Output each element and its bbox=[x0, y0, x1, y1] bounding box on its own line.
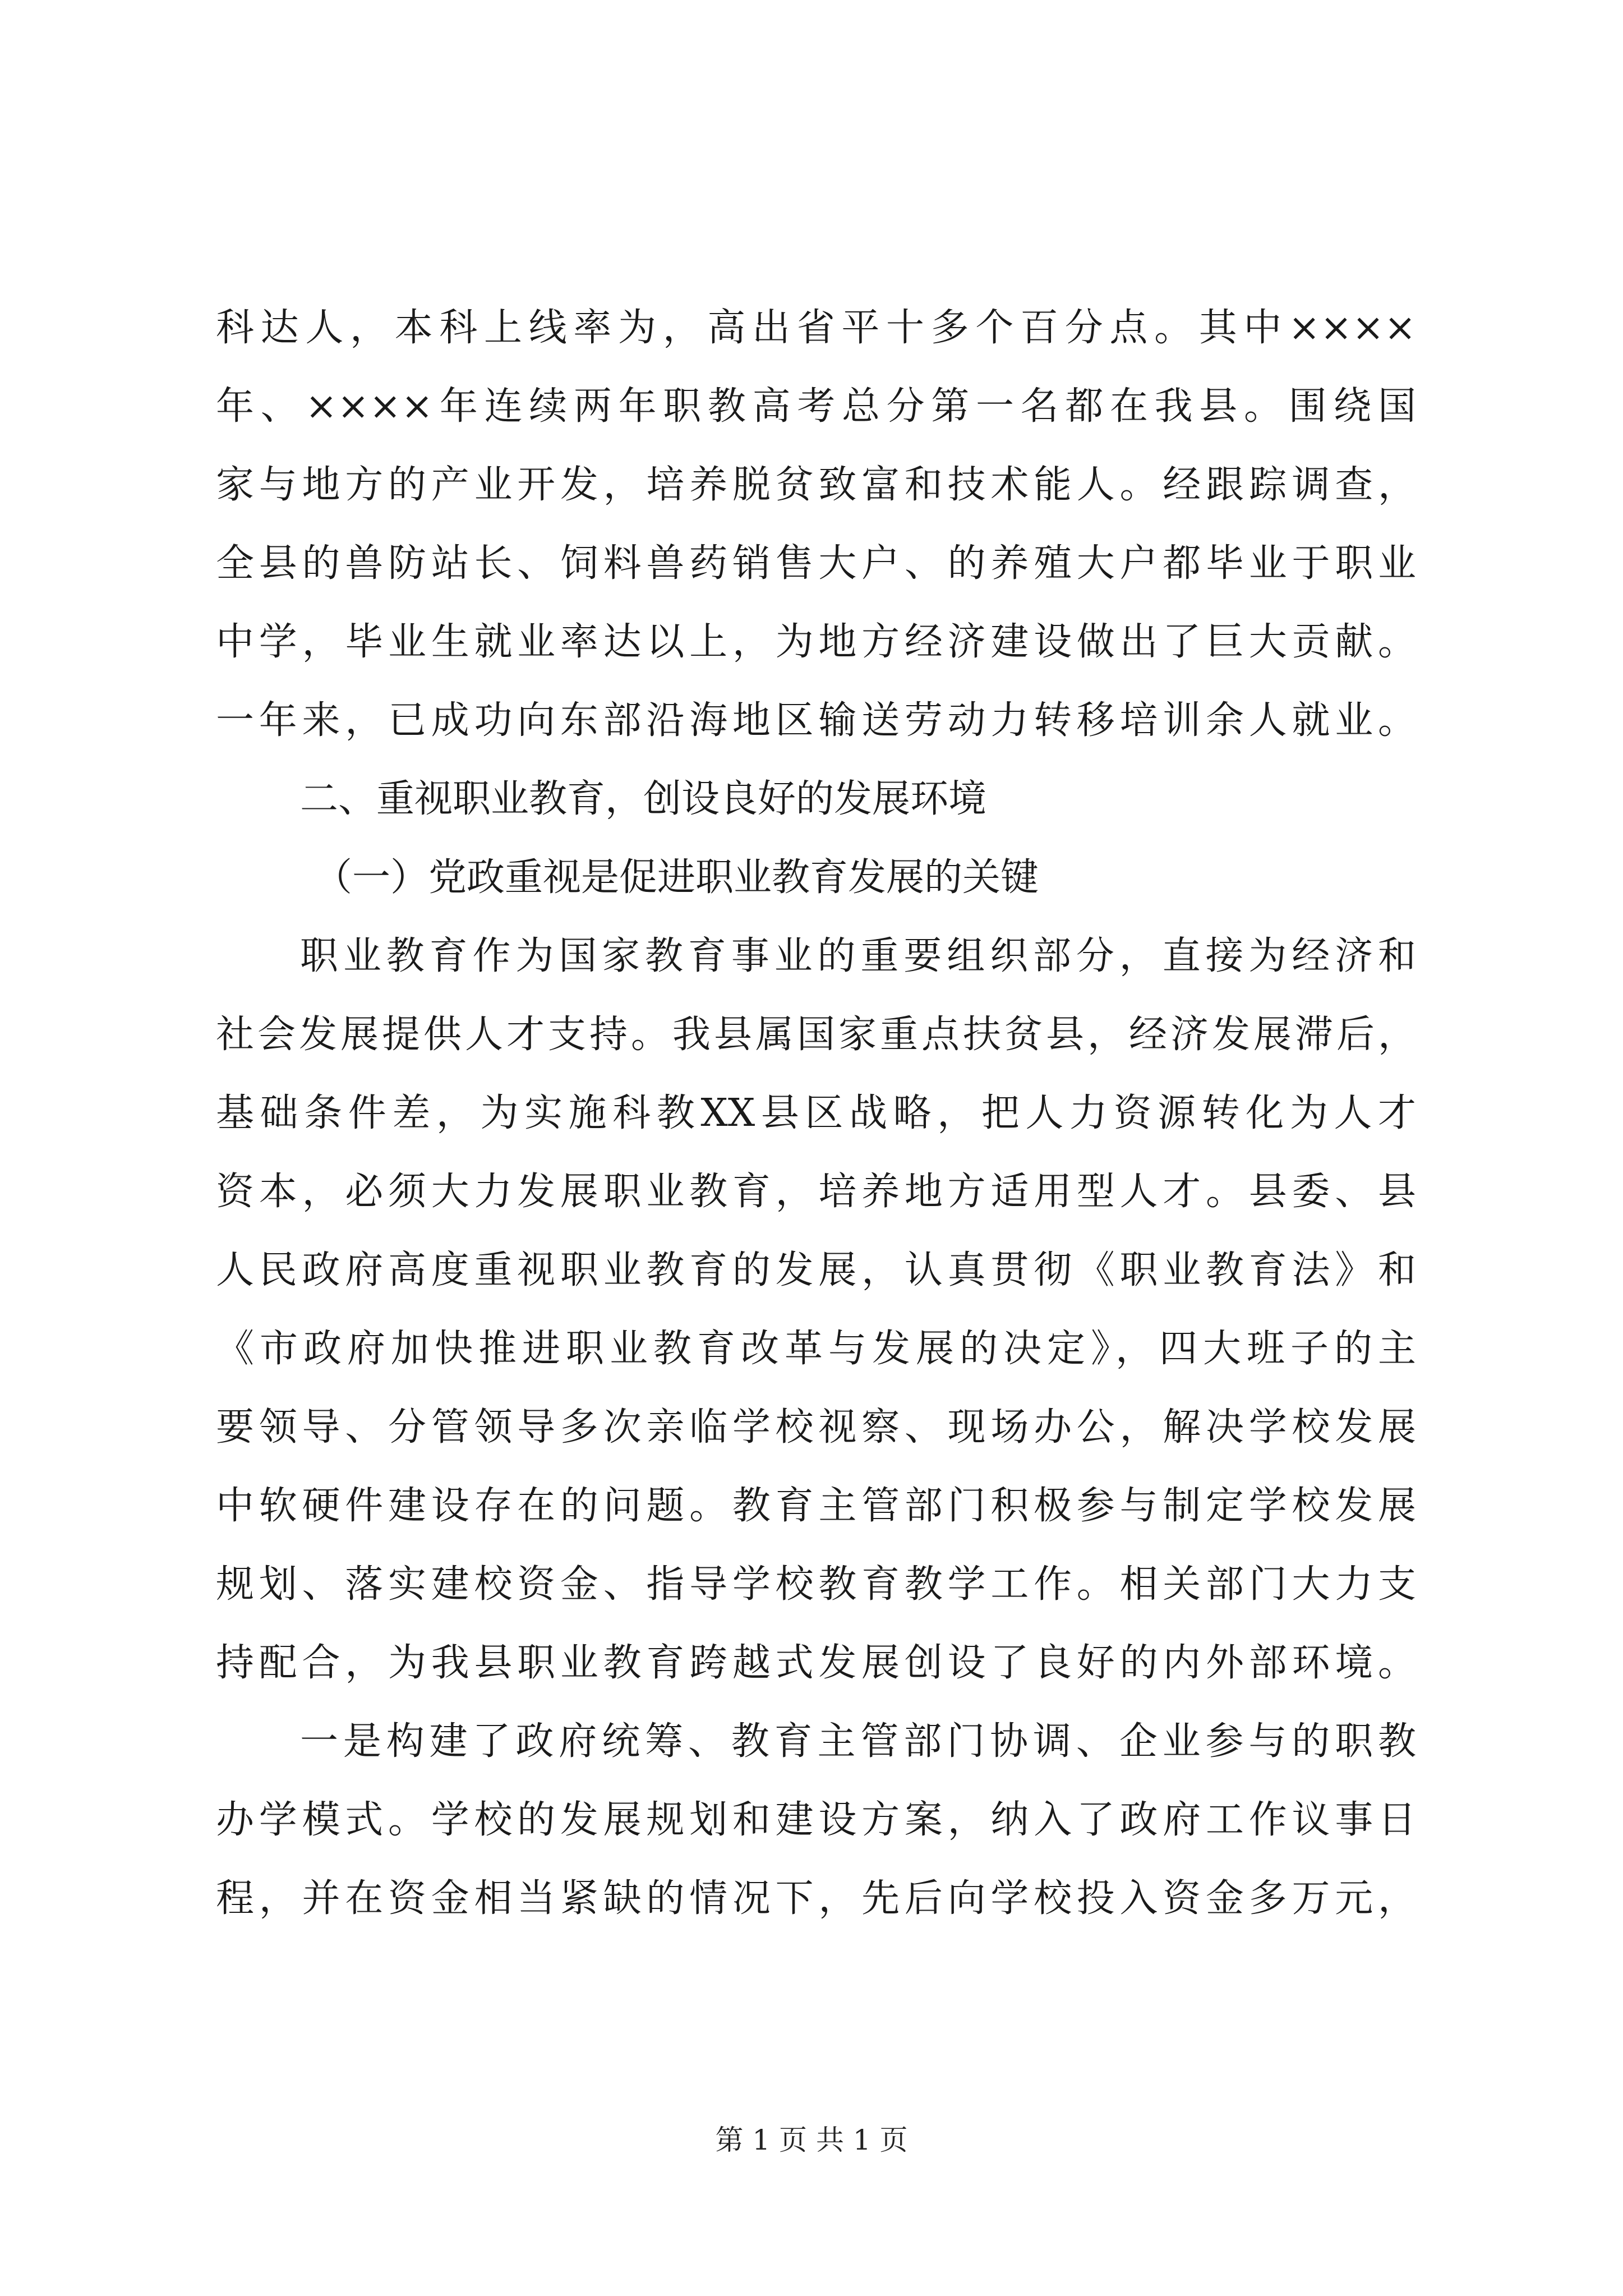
subsection-heading: （一）党政重视是促进职业教育发展的关键 bbox=[314, 855, 1039, 900]
text-line: 家与地方的产业开发，培养脱贫致富和技术能人。经跟踪调查， bbox=[216, 463, 1416, 507]
text-line: 规划、落实建校资金、指导学校教育教学工作。相关部门大力支 bbox=[216, 1562, 1416, 1607]
text-line: 办学模式。学校的发展规划和建设方案，纳入了政府工作议事日 bbox=[216, 1798, 1416, 1842]
text-line: 社会发展提供人才支持。我县属国家重点扶贫县，经济发展滞后， bbox=[216, 1013, 1416, 1057]
text-line: 中学，毕业生就业率达以上，为地方经济建设做出了巨大贡献。 bbox=[216, 620, 1416, 664]
text-line: 职业教育作为国家教育事业的重要组织部分，直接为经济和 bbox=[300, 934, 1416, 978]
section-heading: 二、重视职业教育，创设良好的发展环境 bbox=[300, 777, 987, 821]
text-line: 《市政府加快推进职业教育改革与发展的决定》，四大班子的主 bbox=[216, 1327, 1416, 1371]
text-line: 要领导、分管领导多次亲临学校视察、现场办公，解决学校发展 bbox=[216, 1405, 1416, 1450]
text-line: 中软硬件建设存在的问题。教育主管部门积极参与制定学校发展 bbox=[216, 1484, 1416, 1528]
text-line: 程，并在资金相当紧缺的情况下，先后向学校投入资金多万元， bbox=[216, 1876, 1416, 1921]
text-line: 年、××××年连续两年职教高考总分第一名都在我县。围绕国 bbox=[216, 384, 1416, 429]
text-line: 资本，必须大力发展职业教育，培养地方适用型人才。县委、县 bbox=[216, 1170, 1416, 1214]
text-line: 一年来，已成功向东部沿海地区输送劳动力转移培训余人就业。 bbox=[216, 698, 1416, 743]
page-footer bbox=[0, 2120, 1623, 2160]
text-line: 持配合，为我县职业教育跨越式发展创设了良好的内外部环境。 bbox=[216, 1641, 1416, 1685]
text-line: 全县的兽防站长、饲料兽药销售大户、的养殖大户都毕业于职业 bbox=[216, 541, 1416, 586]
text-line: 一是构建了政府统筹、教育主管部门协调、企业参与的职教 bbox=[300, 1719, 1416, 1764]
page-number: 第 1 页 共 1 页 bbox=[715, 2124, 908, 2156]
text-line: 人民政府高度重视职业教育的发展，认真贯彻《职业教育法》和 bbox=[216, 1248, 1416, 1292]
text-line: 基础条件差，为实施科教XX县区战略，把人力资源转化为人才 bbox=[216, 1091, 1416, 1135]
document-body bbox=[216, 289, 1416, 1938]
text-line: 科达人，本科上线率为，高出省平十多个百分点。其中×××× bbox=[216, 306, 1416, 350]
